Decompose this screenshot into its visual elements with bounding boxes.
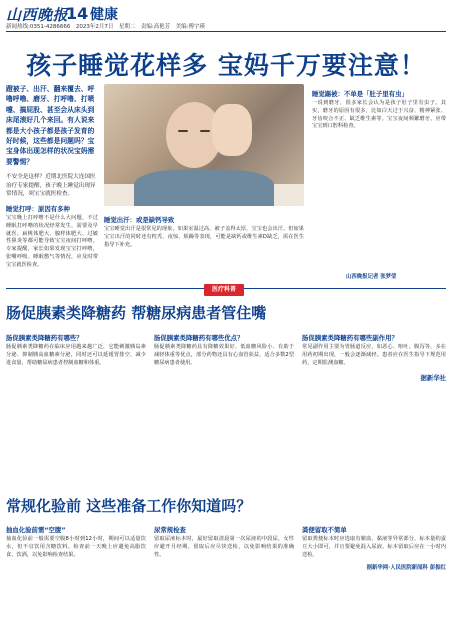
article2-subhead-2: 肠促胰素类降糖药有哪些优点？ <box>154 334 244 342</box>
article2-subhead-1: 肠促胰素类降糖药有哪些？ <box>6 334 83 342</box>
article1-right-column <box>312 84 446 131</box>
article3-body-3: 留取粪便标本时应选取有脓血、黏液等异常部分，标本量约蚕豆大小即可，并且要避免混入尿液。标本留取后应在一小时内送检。 <box>302 536 446 558</box>
article1-middle-column <box>104 210 304 249</box>
article2-body-2: 肠促胰素类降糖药具有降糖效果好、低血糖风险小、有助于减轻体重等优点，部分药物还具有心血管获益，适合多数2型糖尿病患者使用。 <box>154 344 294 366</box>
article1-subhead-2: 睡觉出汗：或是缺钙导致 <box>104 216 175 224</box>
article2-subhead-3: 肠促胰素类降糖药有哪些副作用？ <box>302 334 398 342</box>
article2-column-3 <box>302 328 446 384</box>
newspaper-logo: 山西晚报 <box>6 6 69 24</box>
article2-credit: 据新华社 <box>420 374 446 383</box>
article3-subhead-1: 抽血化验前需“空腹” <box>6 526 66 534</box>
article2-column-1 <box>6 328 146 367</box>
article3-subhead-3: 粪便留取不简单 <box>302 526 347 534</box>
photo-hand <box>212 104 252 156</box>
photo-eye <box>178 130 188 132</box>
article3-column-3 <box>302 520 446 573</box>
page-number: 14 <box>66 4 89 23</box>
photo-eye <box>200 130 210 132</box>
article2-headline: 肠促胰素类降糖药 帮糖尿病患者管住嘴 <box>6 304 267 322</box>
article1-subhead-3: 睡觉踢被：不单是「肚子里有虫」 <box>312 90 408 98</box>
article3-body-1: 抽血化验前一般需要空腹8小时到12小时，期间可以适量饮水，但不宜饮用含糖饮料。检查前一天晚上应避免高脂饮食、饮酒，以免影响检查结果。 <box>6 536 146 558</box>
article1-photo <box>104 84 304 206</box>
article1-lead-column <box>6 84 98 270</box>
photo-shirt <box>134 170 274 206</box>
article1-credit: 山西晚报记者 张梦莹 <box>346 274 397 280</box>
article3-credit: 据新华网·人民医院新闻科 彭振红 <box>366 565 446 572</box>
article1-headline: 孩子睡觉花样多 宝妈千万要注意！ <box>26 51 426 80</box>
issue-meta: 新闻热线:0351-4286666 2023年2月7日 星期二 责编:高艳芳 美编:傅宇瑛 <box>6 24 206 30</box>
article1-lead-tail: 不安全是这样？近期北医院大连国医治疗专家提醒，孩子晚上睡觉出现异常情况，须宝宝就医检查。 <box>6 174 96 198</box>
article3-column-2 <box>154 520 294 559</box>
section-tag: 医疗科普 <box>204 284 244 296</box>
article1-body-1: 宝宝晚上打呼噜不是什么大问题，不过睡眠打呼噜的状况经常发生，需要及早就医。扁桃体肥大、腺样体肥大、过敏性鼻炎等都可能导致宝宝夜间打呼噜。专家提醒，家长如果发现宝宝打呼噜，张嘴呼吸、睡眠憋气等情况，应及时带宝宝就医检查。 <box>6 215 98 268</box>
masthead <box>6 4 446 32</box>
article3-subhead-2: 尿常规检查 <box>154 526 186 534</box>
article1-body-2: 宝宝睡觉出汗是很常见的现象。如果室温过高、被子盖得太厚，宝宝也会出汗。但如果宝宝出汗的同时还有枕秃、夜惊、烦躁等表现，可能是缺钙或维生素D缺乏，需在医生指导下补充。 <box>104 226 304 248</box>
article2-column-2 <box>154 328 294 367</box>
article3-column-1 <box>6 520 146 559</box>
article1-lead: 蹬被子、出汗、翻来覆去、呼噜呼噜、磨牙、打呼噜、打喷嚏、搞屁股、甚至会从床头到床尾滚好几个来回。有人说来都是大小孩子都是孩子发育的好时候，这些都是问题吗？宝宝身体出现怎样的状况宝妈需要警惕？ <box>6 85 95 166</box>
article1-subhead-1: 睡觉打呼：原因有多种 <box>6 205 70 214</box>
article3-body-2: 留取尿液标本时，最好留取清晨第一次尿液的中段尿，女性应避开月经期。留取后应尽快送检，以免影响结果的准确性。 <box>154 536 294 558</box>
article2-body-1: 肠促胰素类降糖药在临床应用越来越广泛，它能刺激胰岛素分泌、抑制胰高血糖素分泌，同时还可以延缓胃排空、减少进食量，帮助糖尿病患者控制血糖和体重。 <box>6 344 146 366</box>
section-title: 健康 <box>90 7 118 23</box>
article2-body-3: 常见副作用主要为胃肠道反应，如恶心、呕吐、腹泻等，多在用药初期出现，一般会逐渐减轻。患者应在医生指导下规范用药，定期监测血糖。 <box>302 344 446 366</box>
article3-headline: 常规化验前 这些准备工作你知道吗？ <box>6 497 252 515</box>
article1-body-3: 一说到磨牙，很多家长会认为是孩子肚子里有虫子。其实，磨牙的原因有很多，比如白天过于兴奋、精神紧张、牙齿咬合不正、缺乏维生素等。宝宝夜间频繁磨牙，应带宝宝到口腔科检查。 <box>312 100 446 130</box>
